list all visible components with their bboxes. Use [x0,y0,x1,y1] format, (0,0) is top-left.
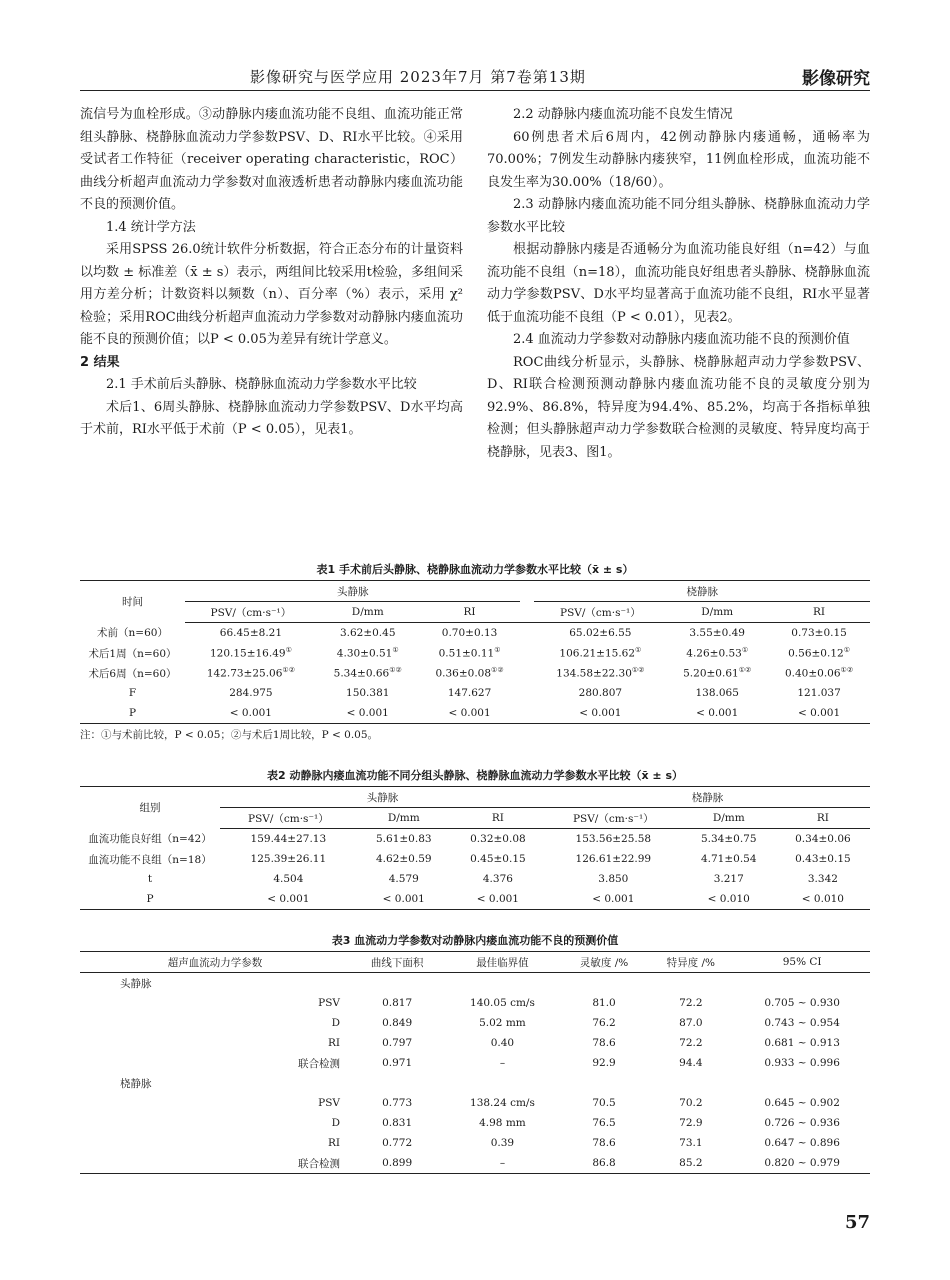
table3-group-label [80,1113,240,1133]
table3-param-label: RI [327,1037,340,1049]
table-row [80,683,870,703]
table1-cell [419,703,521,724]
table1-cell-value: < 0.001 [346,707,389,719]
paragraph: 60例患者术后6周内，42例动静脉内瘘通畅，通畅率为70.00%；7例发生动静脉内瘘狭窄，11例血栓形成，血流功能不良发生率为30.00%（18/60）。 [487,129,870,190]
table-row [80,993,870,1013]
table1-cell [534,663,666,683]
significance-mark: ①② [491,666,504,675]
table1-cell-value: 138.065 [695,687,739,699]
table1-cell-value: 0.56±0.12 [788,647,844,660]
table3-cell: 86.8 [561,1153,648,1174]
table1-cell [534,643,666,663]
table3-param-label: D [331,1017,340,1029]
table3-cell: 0.645 ~ 0.902 [764,1097,840,1109]
table1-spacer [520,683,534,703]
table1-cell-value: 120.15±16.49 [209,647,286,660]
table3-cell [444,1073,560,1093]
table2-col-header: D/mm [357,808,451,829]
significance-mark: ①② [738,666,752,675]
table-row [80,973,870,994]
table1-cell [419,623,521,644]
table1-cell [317,663,419,683]
significance-mark: ① [843,646,850,655]
table1-row-label: 术后6周（n=60） [88,667,177,680]
table3-cell: 73.1 [679,1137,703,1149]
table2-col-header: PSV/（cm·s⁻¹） [220,808,357,829]
paragraph: ROC曲线分析显示，头静脉、桡静脉超声动力学参数PSV、D、RI联合检测预测动静脉内瘘血流功能不良的灵敏度分别为92.9%、86.8%，特异度为94.4%、85.2%，均高于各指标单独检测；但头静脉超声动力学参数联合检测的灵敏度、特异度均高于桡静脉，见表3、图1。 [487,354,870,460]
table2-cell: 4.376 [482,873,513,885]
table3-group-label [80,1033,240,1053]
significance-mark: ① [392,646,399,655]
table2-group-head: 桡静脉 [545,787,870,808]
table2-cell: 159.44±27.13 [250,833,327,845]
table3-group-label [80,1093,240,1113]
table3-group-label [80,1153,240,1174]
table3-col-header: 曲线下面积 [350,952,444,973]
table1-cell-value: 134.58±22.30 [556,667,632,680]
table1-cell [666,703,768,724]
paragraph: 术后1、6周头静脉、桡静脉血流动力学参数PSV、D水平均高于术前，RI水平低于术前（P < 0.05），见表1。 [80,399,463,437]
paragraph: 1.4 统计学方法 [106,219,196,235]
table1-col-header: D/mm [317,602,419,623]
table3-cell [561,973,648,994]
table1-cell-value: 3.55±0.49 [689,627,745,639]
table1-cell [666,643,768,663]
table1-cell [768,663,870,683]
table1-spacer [520,703,534,724]
table1-cell-value: 0.73±0.15 [791,627,847,639]
table2-cell: 0.45±0.15 [470,853,526,865]
table3-col-header: 超声血流动力学参数 [80,952,350,973]
table1-row-label: 术前（n=60） [97,627,168,640]
table3-cell [561,1073,648,1093]
table3-param-label [240,973,350,994]
table3-cell: 0.39 [490,1137,515,1149]
table1-cell-value: < 0.001 [229,707,272,719]
table2-cell: 4.579 [388,873,419,885]
table1-cell [317,703,419,724]
table2-col-header: RI [451,808,545,829]
table1-cell-value: 121.037 [797,687,841,699]
table3-cell: 0.743 ~ 0.954 [764,1017,840,1029]
significance-mark: ① [494,646,501,655]
table3-cell: 0.817 [382,997,413,1009]
table1-cell-value: 5.34±0.66 [333,667,390,680]
table2-cell: 3.217 [713,873,744,885]
table1-row-header: 时间 [80,581,185,623]
paragraph: 根据动静脉内瘘是否通畅分为血流功能良好组（n=42）与血流功能不良组（n=18），血流功能良好组患者头静脉、桡静脉血流动力学参数PSV、D水平均显著高于血流功能不良组，RI水平显著低于血流功能不良组（P < 0.01），见表2。 [487,242,870,325]
table2-cell: 153.56±25.58 [575,833,652,845]
table1-cell [419,683,521,703]
table3-param-label: PSV [318,1097,340,1109]
table2-cell: 126.61±22.99 [575,853,652,865]
table2-row-label: 血流功能不良组（n=18） [88,853,212,866]
table1-row-label: P [80,703,185,724]
table3-cell [350,973,444,994]
table3-cell: 0.705 ~ 0.930 [764,997,840,1009]
table3-cell: 0.849 [382,1017,413,1029]
paragraph: 2.3 动静脉内瘘血流功能不同分组头静脉、桡静脉血流动力学参数水平比较 [487,197,870,235]
table1-group-head: 桡静脉 [534,581,870,602]
table3-cell: 0.933 ~ 0.996 [764,1057,840,1069]
table3-param-label: 联合检测 [240,1153,350,1174]
table3-cell: 0.971 [382,1057,413,1069]
table1-cell [768,683,870,703]
table2-cell: < 0.001 [451,889,545,910]
table1-cell-value: 284.975 [229,687,273,699]
table-row [80,643,870,663]
table1-cell [768,643,870,663]
significance-mark: ① [285,646,292,655]
table3-cell: 0.820 ~ 0.979 [734,1153,870,1174]
table3-cell: 0.899 [350,1153,444,1174]
table3-title: 表3 血流动力学参数对动静脉内瘘血流功能不良的预测价值 [331,934,619,947]
table3-param-label: D [331,1117,340,1129]
table1-cell-value: 66.45±8.21 [219,627,283,639]
table3-col-header: 特异度 /% [647,952,734,973]
table1-cell-value: < 0.001 [696,707,739,719]
table1-col-header: PSV/（cm·s⁻¹） [185,602,317,623]
table1-cell [185,663,317,683]
table1-cell-value: 5.20±0.61 [683,667,739,680]
table2-row-label: P [80,889,220,910]
table2-cell: 4.62±0.59 [376,853,432,865]
table1-spacer [520,643,534,663]
table3-cell: 78.6 [592,1137,616,1149]
table3-cell: 70.5 [592,1097,616,1109]
running-header [80,64,870,91]
table2-cell: < 0.010 [682,889,776,910]
table3-cell: – [444,1153,560,1174]
table2-title: 表2 动静脉内瘘血流功能不同分组头静脉、桡静脉血流动力学参数水平比较（x̄ ± s） [267,769,683,782]
table2-cell: 3.342 [807,873,838,885]
table3-param-label: PSV [318,997,340,1009]
table-row [80,1133,870,1153]
table1-cell-value: 147.627 [447,687,492,699]
table1-note: 注：①与术前比较，P < 0.05；②与术后1周比较，P < 0.05。 [80,729,379,741]
table3-cell [350,1073,444,1093]
paragraph: 流信号为血栓形成。③动静脉内瘘血流功能不良组、血流功能正常组头静脉、桡静脉血流动力学参数PSV、D、RI水平比较。④采用受试者工作特征（receiver operating characteristic，ROC）曲线分析超声血流动力学参数对血液透析患者动静脉内瘘血流功能不良的预测价值。 [80,107,463,212]
table1-cell [534,623,666,644]
table1-cell-value: 0.36±0.08 [435,667,492,680]
table3-cell [734,1073,870,1093]
table3-col-header: 最佳临界值 [444,952,560,973]
table1-cell [317,623,419,644]
table1-col-header: D/mm [666,602,768,623]
table3-cell: 0.726 ~ 0.936 [764,1117,840,1129]
table1-spacer [520,663,534,683]
table1-cell-value: < 0.001 [448,707,491,719]
table1-col-header: PSV/（cm·s⁻¹） [534,602,666,623]
table2-cell: < 0.001 [545,889,682,910]
table2-cell: 4.504 [273,873,304,885]
table3-cell [734,973,870,994]
table-row [80,849,870,869]
table1-cell-value: < 0.001 [797,707,841,719]
table2-cell: 4.71±0.54 [700,853,757,865]
significance-mark: ① [635,646,642,655]
table-row [80,703,870,724]
table1-col-header: RI [768,602,870,623]
table3-cell: 81.0 [592,997,616,1009]
significance-mark: ①② [282,666,295,675]
paragraph: 采用SPSS 26.0统计软件分析数据，符合正态分布的计量资料以均数 ± 标准差（x̄ ± s）表示，两组间比较采用t检验，多组间采用方差分析；计数资料以频数（n）、百分率（%）表示，采用 χ² 检验；采用ROC曲线分析超声血流动力学参数对动静脉内瘘血流功能不良的预测价值；以P < 0.05为差异有统计学意义。 [80,242,463,347]
table-row [80,1013,870,1033]
table2-cell: < 0.001 [220,889,357,910]
table1-cell-value: 65.02±6.55 [569,627,632,639]
table3-cell: 0.772 [382,1137,413,1149]
table3-col-header: 95% CI [734,952,870,973]
table2-cell: 5.34±0.75 [700,833,757,845]
table3-cell: 72.2 [679,1037,703,1049]
right-column [487,104,870,464]
table2-cell: < 0.001 [357,889,451,910]
table1-cell-value: 0.40±0.06 [784,667,841,680]
table1-cell-value: 142.73±25.06 [206,667,283,680]
table1-row-label: F [128,687,137,699]
table3-group-label [80,1133,240,1153]
table1-cell [317,683,419,703]
significance-mark: ①② [840,666,854,675]
significance-mark: ① [741,646,749,655]
table3-cell: 0.40 [490,1037,515,1049]
table1-cell-value: 4.30±0.51 [336,647,393,660]
table3-cell: 138.24 cm/s [470,1097,535,1109]
table3-param-label [240,1073,350,1093]
table3-cell: 76.2 [592,1017,616,1029]
table1-spacer [520,623,534,644]
table2-col-header: RI [776,808,870,829]
table1-cell-value: 106.21±15.62 [559,647,636,660]
paragraph: 2.4 血流动力学参数对动静脉内瘘血流功能不良的预测价值 [513,332,850,347]
paragraph: 2.1 手术前后头静脉、桡静脉血流动力学参数水平比较 [106,377,417,392]
table2-cell: < 0.010 [776,889,870,910]
table-row [80,623,870,644]
table2-row-label: 血流功能良好组（n=42） [88,833,212,846]
table1-cell-value: < 0.001 [579,707,622,719]
table3-group-label [80,1013,240,1033]
table1-cell [185,643,317,663]
table3-cell: 0.831 [382,1117,413,1129]
significance-mark: ①② [389,666,402,675]
table-row [80,1033,870,1053]
table3-param-label: 联合检测 [298,1057,340,1070]
table3-cell: 5.02 mm [479,1017,526,1029]
table1-cell [534,683,666,703]
table3-cell: 140.05 cm/s [470,997,535,1009]
paragraph: 2.2 动静脉内瘘血流功能不良发生情况 [513,107,733,122]
table2-cell: 0.43±0.15 [795,853,851,865]
table2-col-header: PSV/（cm·s⁻¹） [545,808,682,829]
table3-cell [647,1073,734,1093]
page-number: 57 [844,1212,870,1233]
table3 [80,951,870,1174]
table3-cell: – [499,1057,506,1069]
journal-info: 影像研究与医学应用 2023年7月 第7卷第13期 [250,68,586,86]
table1-cell-value: 0.51±0.11 [438,647,495,660]
table3-cell: 0.797 [382,1037,413,1049]
table1-cell [419,663,521,683]
table2-cell: 125.39±26.11 [250,853,327,865]
table1-cell-value: 4.26±0.53 [686,647,742,660]
table3-cell: 76.5 [592,1117,616,1129]
table2-row-label: t [147,873,153,885]
table1-cell [185,623,317,644]
table3-cell: 94.4 [679,1057,703,1069]
table3-col-header: 灵敏度 /% [561,952,648,973]
table-row [80,1153,870,1174]
table-row [80,1073,870,1093]
table3-cell: 72.2 [679,997,703,1009]
table-row [80,889,870,910]
table1-cell [666,623,768,644]
table3-cell: 0.647 ~ 0.896 [764,1137,840,1149]
table3-cell: 72.9 [679,1117,703,1129]
table3-group-label: 头静脉 [120,977,152,990]
table1-cell [666,683,768,703]
table1-col-header: RI [419,602,521,623]
table-row [80,829,870,850]
table3-param-label: RI [327,1137,340,1149]
table3-cell: 85.2 [647,1153,734,1174]
table3-cell: 70.2 [679,1097,703,1109]
table2-cell: 0.32±0.08 [470,833,526,845]
table2-cell: 5.61±0.83 [376,833,432,845]
table3-cell [444,973,560,994]
table2-row-header: 组别 [80,787,220,829]
table1-cell [185,683,317,703]
table3-cell: 78.6 [592,1037,616,1049]
table1-cell-value: 3.62±0.45 [339,627,396,639]
journal-brand: 影像研究 [802,69,870,89]
table2-group-head: 头静脉 [220,787,545,808]
table1-cell [185,703,317,724]
table-row [80,663,870,683]
table1-group-head: 头静脉 [185,581,520,602]
table1-spacer [520,602,534,623]
table1-cell-value: 150.381 [346,687,390,699]
table1-cell [419,643,521,663]
table2-cell: 0.34±0.06 [795,833,851,845]
table3-group-label: 桡静脉 [120,1077,152,1090]
table1-cell-value: 280.807 [578,687,623,699]
table2 [80,786,870,910]
significance-mark: ①② [631,666,645,675]
table1-cell [768,623,870,644]
table-row [80,1113,870,1133]
table1-cell-value: 0.70±0.13 [441,627,498,639]
paragraph: 2 结果 [80,354,120,370]
left-column [80,104,463,442]
table-row [80,1053,870,1073]
table3-cell: 87.0 [679,1017,703,1029]
table-row [80,1093,870,1113]
table3-cell: 0.681 ~ 0.913 [764,1037,840,1049]
table3-cell: 4.98 mm [479,1117,526,1129]
table1-title: 表1 手术前后头静脉、桡静脉血流动力学参数水平比较（x̄ ± s） [316,563,634,576]
table1-cell [666,663,768,683]
table3-cell [647,973,734,994]
table2-cell: 3.850 [598,873,629,885]
table3-group-label [80,1053,240,1073]
table-row [80,869,870,889]
table1-row-label: 术后1周（n=60） [88,647,177,660]
table3-cell: 92.9 [592,1057,616,1069]
table2-col-header: D/mm [682,808,776,829]
table3-group-label [80,993,240,1013]
table1-cell [534,703,666,724]
table1-cell [768,703,870,724]
table1 [80,580,870,724]
table1-cell [317,643,419,663]
table3-cell: 0.773 [382,1097,413,1109]
